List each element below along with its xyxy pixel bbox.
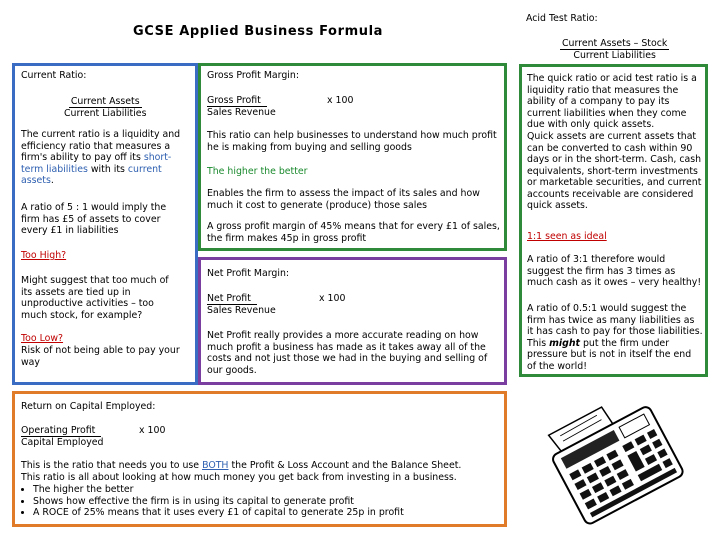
list-item: • A ROCE of 25% means that it uses every £1 of capital to generate 25p in profit xyxy=(33,507,506,519)
net-profit-denominator: Sales Revenue xyxy=(207,305,276,316)
acid-test-example-1: A ratio of 3:1 therefore would suggest the firm has 3 times as much cash as it owes – very healthy! xyxy=(527,254,702,288)
acid-test-ideal: 1:1 seen as ideal xyxy=(527,231,607,242)
gross-profit-formula xyxy=(207,95,276,118)
gross-profit-numerator: Gross Profit xyxy=(207,95,267,107)
current-ratio-numerator: Current Assets xyxy=(70,96,140,107)
too-high-text: Might suggest that too much of its assets are tied up in unproductive activities – too much stock, for example? xyxy=(21,275,169,321)
roce-both-emphasis: BOTH xyxy=(202,460,229,471)
acid-test-box xyxy=(519,64,708,377)
roce-box xyxy=(12,391,507,527)
roce-heading: Return on Capital Employed: xyxy=(21,401,156,412)
acid-test-description: The quick ratio or acid test ratio is a liquidity ratio that measures the ability of a company to pay its current liabilities when they come due with only quick assets. xyxy=(527,73,697,130)
roce-numerator: Operating Profit xyxy=(21,425,101,437)
gross-profit-example: A gross profit margin of 45% means that for every £1 of sales, the firm makes 45p in gross profit xyxy=(207,221,500,244)
roce-formula xyxy=(21,425,103,448)
gross-profit-better: The higher the better xyxy=(207,166,308,177)
acid-test-quick-assets: Quick assets are current assets that can be converted to cash within 90 days or in the short-term. Cash, cash equivalents, short-term investments or marketable securities, and current accounts receivable are considered quick assets. xyxy=(527,131,702,211)
roce-line-1: This is the ratio that needs you to use BOTH the Profit & Loss Account and the Balance Sheet. xyxy=(21,460,462,471)
too-low-text: Risk of not being able to pay your way xyxy=(21,345,180,368)
might-emphasis: might xyxy=(549,337,580,349)
gross-profit-description: This ratio can help businesses to understand how much profit he is making from buying and selling goods xyxy=(207,130,497,153)
page-title: GCSE Applied Business Formula xyxy=(133,24,384,39)
calculator-icon xyxy=(538,383,708,533)
net-profit-description: Net Profit really provides a more accurate reading on how much profit a business has made as it takes away all of the costs and not just those we had in the buying and selling of our goods. xyxy=(207,330,488,376)
current-ratio-box xyxy=(12,63,198,385)
current-ratio-denominator: Current Liabilities xyxy=(64,108,147,119)
acid-test-formula xyxy=(560,38,669,61)
roce-bullets xyxy=(21,484,506,519)
net-profit-heading: Net Profit Margin: xyxy=(207,268,290,279)
roce-line-2: This ratio is all about looking at how much money you get back from investing in a business. xyxy=(21,472,457,483)
acid-test-numerator: Current Assets – Stock xyxy=(562,38,668,49)
gross-profit-denominator: Sales Revenue xyxy=(207,107,276,118)
current-ratio-formula xyxy=(64,96,146,119)
list-item: • Shows how effective the firm is in using its capital to generate profit xyxy=(33,496,506,508)
net-profit-formula xyxy=(207,293,276,316)
too-low-label: Too Low? xyxy=(21,333,64,344)
current-ratio-heading: Current Ratio: xyxy=(21,70,87,81)
acid-test-heading: Acid Test Ratio: xyxy=(526,13,598,24)
current-assets-term: current assets xyxy=(21,163,162,186)
too-high-label: Too High? xyxy=(21,250,67,261)
net-profit-multiplier: x 100 xyxy=(319,293,346,304)
gross-profit-multiplier: x 100 xyxy=(327,95,354,106)
acid-test-example-2: A ratio of 0.5:1 would suggest the firm has twice as many liabilities as it has cash to pay for those liabilities. This might put the firm under pressure but is not in itself the end of the world! xyxy=(527,303,703,372)
current-ratio-description: The current ratio is a liquidity and efficiency ratio that measures a firm's ability to pay off its short-term liabilities with its current assets. xyxy=(21,129,181,186)
roce-denominator: Capital Employed xyxy=(21,437,104,448)
net-profit-box xyxy=(198,257,507,385)
current-ratio-example: A ratio of 5 : 1 would imply the firm has £5 of assets to cover every £1 in liabilities xyxy=(21,202,167,236)
gross-profit-enables: Enables the firm to assess the impact of its sales and how much it cost to generate (produce) those sales xyxy=(207,188,480,211)
gross-profit-box xyxy=(198,63,507,251)
gross-profit-heading: Gross Profit Margin: xyxy=(207,70,300,81)
short-term-liabilities-term: short-term liabilities xyxy=(21,152,172,175)
net-profit-numerator: Net Profit xyxy=(207,293,257,305)
list-item: • The higher the better xyxy=(33,484,506,496)
roce-multiplier: x 100 xyxy=(139,425,166,436)
acid-test-denominator: Current Liabilities xyxy=(573,50,656,61)
